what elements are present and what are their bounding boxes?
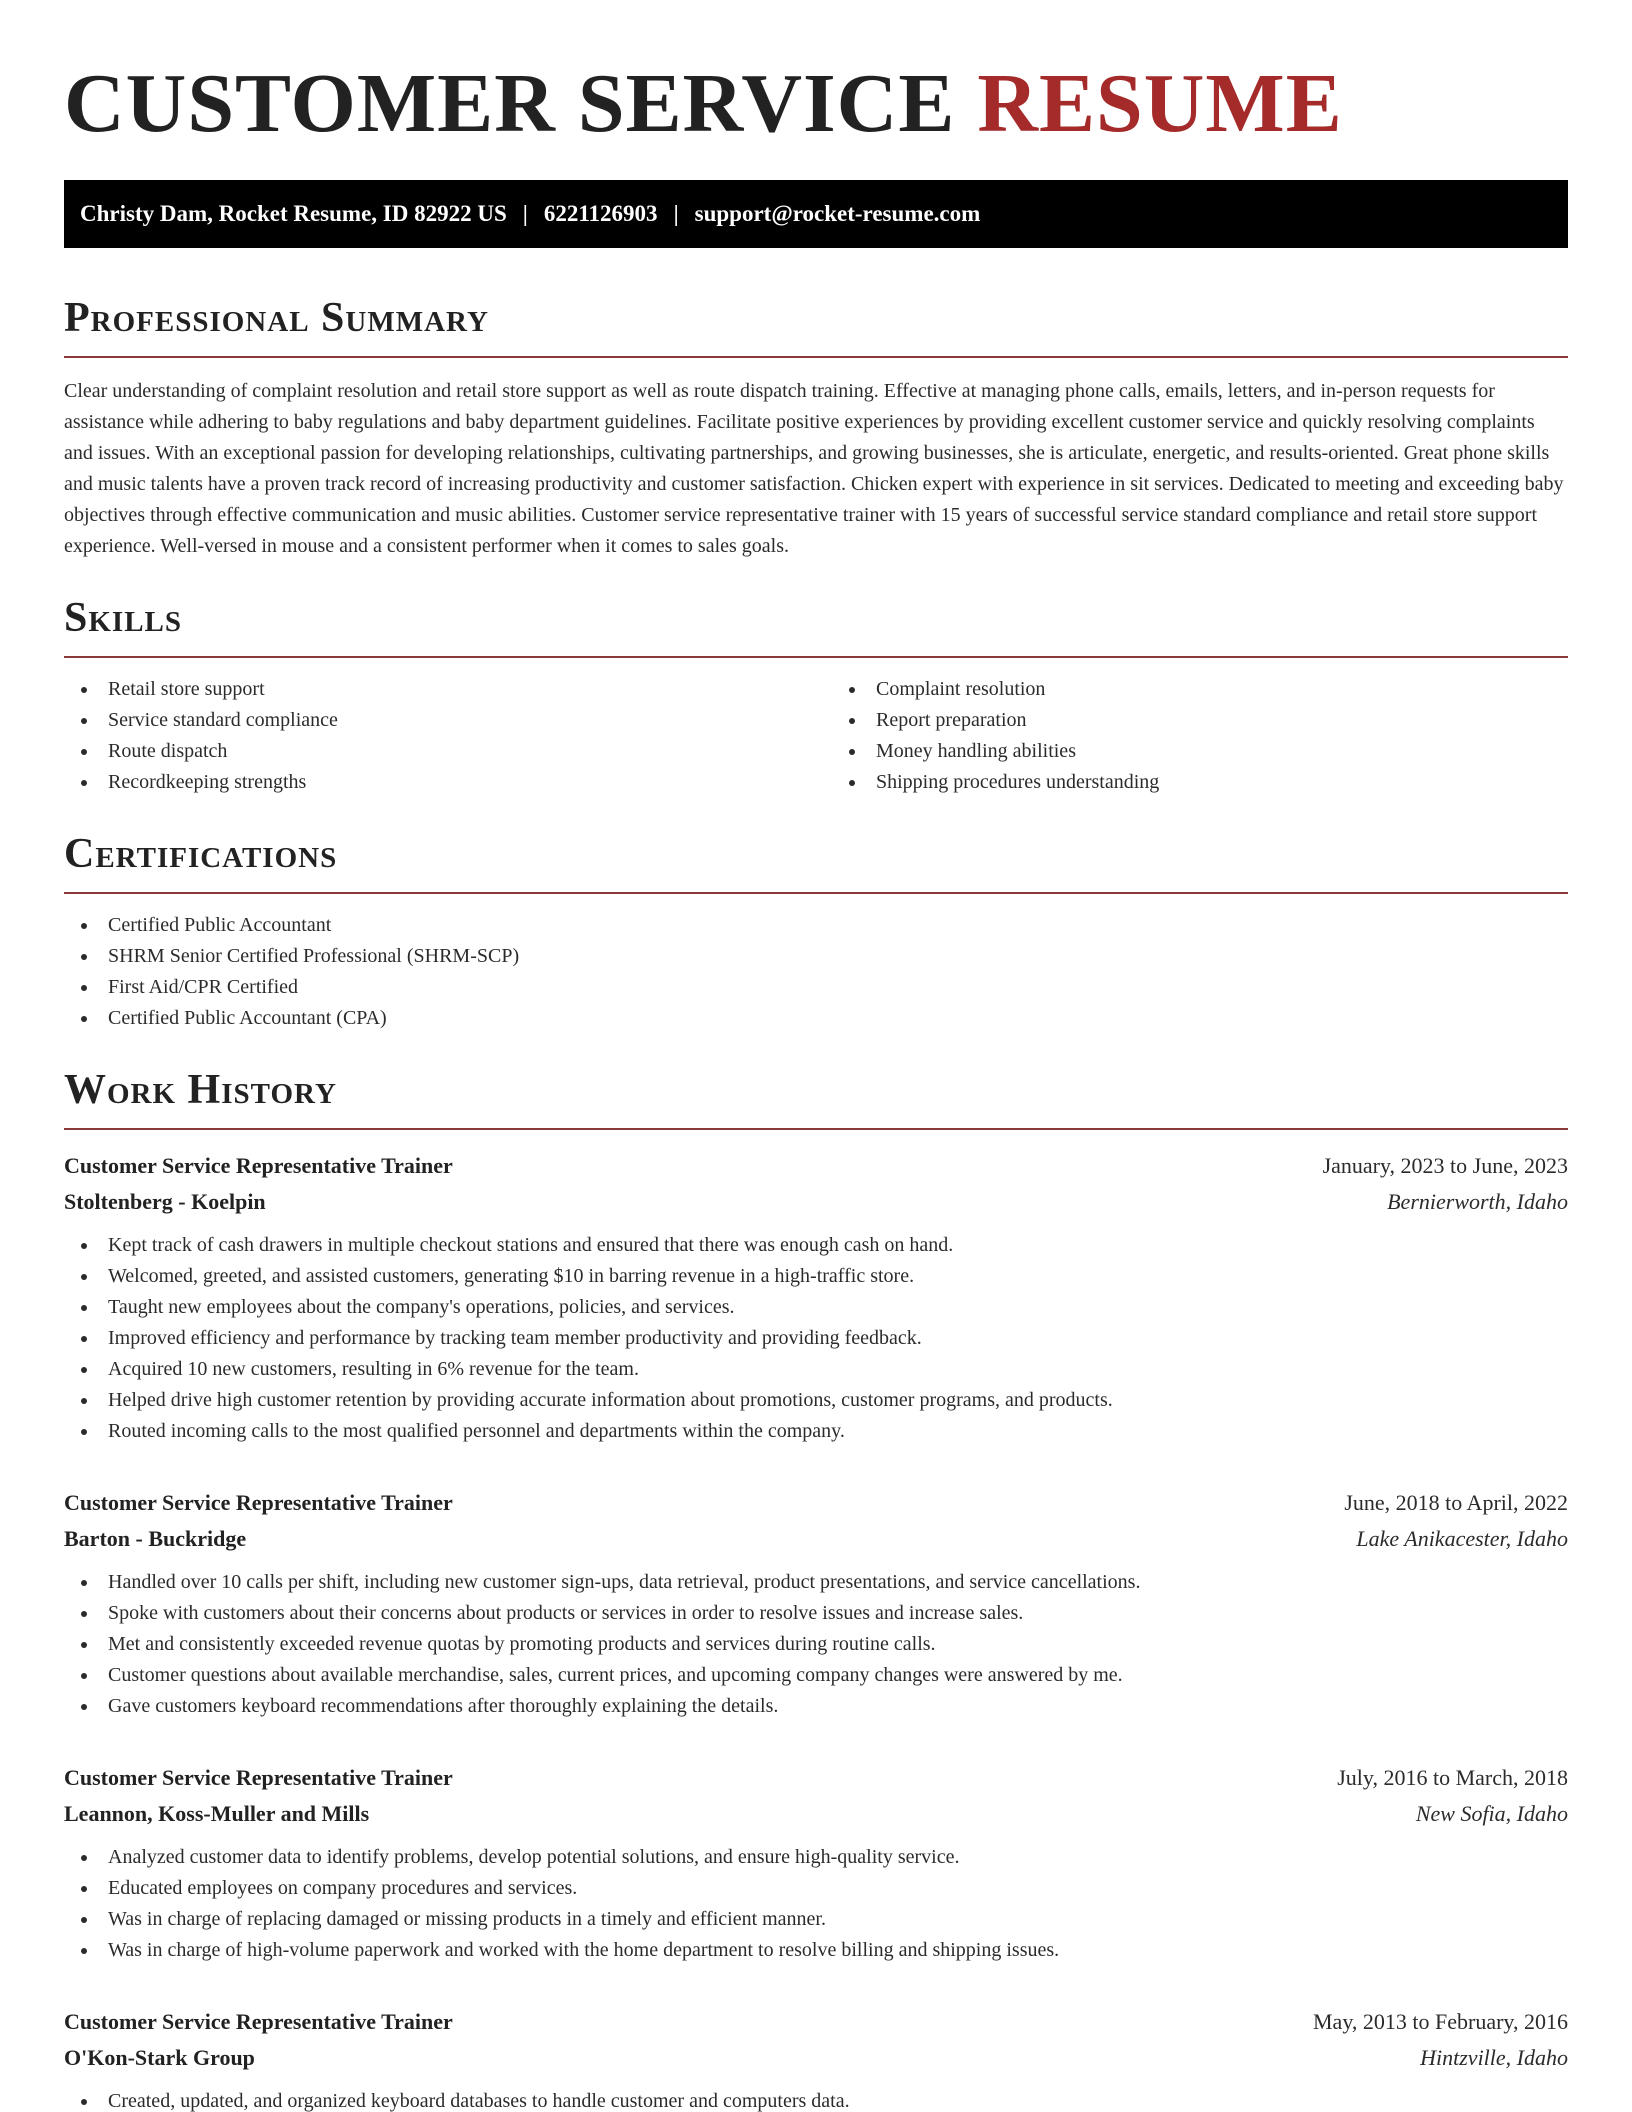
- job-company-row: [64, 1796, 1568, 1832]
- job-company-row: [64, 1184, 1568, 1220]
- job-title-row: [64, 1760, 1568, 1796]
- job-company: O'Kon-Stark Group: [64, 2045, 255, 2070]
- job-duty-item: Customer questions about available merchandise, sales, current prices, and upcoming company changes were answered by me.: [64, 1660, 1568, 1691]
- job-location: Hintzville, Idaho: [1420, 2045, 1568, 2070]
- job-company-row: [64, 1521, 1568, 1557]
- certifications-section: [64, 828, 1568, 1034]
- resume-title: [64, 0, 1568, 152]
- job-duty-item: Was in charge of high-volume paperwork and worked with the home department to resolve billing and shipping issues.: [64, 1935, 1568, 1966]
- skills-grid: [64, 658, 1568, 798]
- skills-list-right: [816, 674, 1568, 798]
- job-dates: May, 2013 to February, 2016: [1313, 2009, 1568, 2034]
- section-divider: [64, 892, 1568, 894]
- resume-title-accent: RESUME: [977, 57, 1343, 150]
- certification-item: SHRM Senior Certified Professional (SHRM-SCP): [64, 941, 1568, 972]
- job-duty-item: Educated employees on company procedures and services.: [64, 1873, 1568, 1904]
- job-company-row: [64, 2040, 1568, 2076]
- job-title: Customer Service Representative Trainer: [64, 1765, 453, 1790]
- certification-item: Certified Public Accountant: [64, 910, 1568, 941]
- certification-item: First Aid/CPR Certified: [64, 972, 1568, 1003]
- job-duties-list: [64, 1230, 1568, 1447]
- skill-item: Route dispatch: [64, 736, 816, 767]
- job-title: Customer Service Representative Trainer: [64, 1153, 453, 1178]
- job-duty-item: Spoke with customers about their concerns about products or services in order to resolve issues and increase sales.: [64, 1598, 1568, 1629]
- job-duty-item: Analyzed customer data to identify problems, develop potential solutions, and ensure high-quality service.: [64, 1842, 1568, 1873]
- job-duty-item: Routed incoming calls to the most qualified personnel and departments within the company.: [64, 1416, 1568, 1447]
- jobs-list: [64, 1148, 1568, 2112]
- section-divider: [64, 1128, 1568, 1130]
- contact-phone[interactable]: 6221126903: [543, 201, 658, 226]
- job-duties-list: [64, 1567, 1568, 1722]
- job-duty-item: Met and consistently exceeded revenue quotas by promoting products and services during routine calls.: [64, 1629, 1568, 1660]
- job-title-row: [64, 2004, 1568, 2040]
- skill-item: Service standard compliance: [64, 705, 816, 736]
- job-duty-item: Helped drive high customer retention by providing accurate information about promotions, customer programs, and products.: [64, 1385, 1568, 1416]
- skill-item: Report preparation: [832, 705, 1568, 736]
- skill-item: Recordkeeping strengths: [64, 767, 816, 798]
- job-entry: [64, 1760, 1568, 1966]
- job-dates: January, 2023 to June, 2023: [1322, 1153, 1568, 1178]
- job-duties-list: [64, 1842, 1568, 1966]
- job-duty-item: Improved efficiency and performance by tracking team member productivity and providing feedback.: [64, 1323, 1568, 1354]
- summary-heading: Professional Summary: [64, 295, 489, 341]
- job-duty-item: Kept track of cash drawers in multiple checkout stations and ensured that there was enough cash on hand.: [64, 1230, 1568, 1261]
- job-title: Customer Service Representative Trainer: [64, 1490, 453, 1515]
- certifications-heading: Certifications: [64, 831, 338, 877]
- skills-section: [64, 592, 1568, 798]
- contact-email[interactable]: support@rocket-resume.com: [694, 201, 981, 226]
- job-dates: July, 2016 to March, 2018: [1337, 1765, 1568, 1790]
- job-company: Stoltenberg - Koelpin: [64, 1189, 266, 1214]
- job-location: Lake Anikacester, Idaho: [1356, 1526, 1568, 1551]
- job-title-row: [64, 1485, 1568, 1521]
- contact-bar: [64, 180, 1568, 248]
- skills-list-left: [64, 674, 816, 798]
- contact-separator: |: [522, 201, 528, 226]
- job-entry: [64, 2004, 1568, 2112]
- section-divider: [64, 356, 1568, 358]
- job-title-row: [64, 1148, 1568, 1184]
- skill-item: Money handling abilities: [832, 736, 1568, 767]
- skills-heading: Skills: [64, 595, 183, 641]
- summary-section: [64, 292, 1568, 562]
- job-location: New Sofia, Idaho: [1415, 1801, 1568, 1826]
- skill-item: Complaint resolution: [832, 674, 1568, 705]
- job-duty-item: Gave customers keyboard recommendations after thoroughly explaining the details.: [64, 1691, 1568, 1722]
- job-duty-item: Welcomed, greeted, and assisted customers, generating $10 in barring revenue in a high-traffic store.: [64, 1261, 1568, 1292]
- job-duty-item: Acquired 10 new customers, resulting in 6% revenue for the team.: [64, 1354, 1568, 1385]
- resume-title-main: CUSTOMER SERVICE: [64, 57, 978, 150]
- job-title: Customer Service Representative Trainer: [64, 2009, 453, 2034]
- job-dates: June, 2018 to April, 2022: [1344, 1490, 1568, 1515]
- job-entry: [64, 1485, 1568, 1722]
- summary-text: Clear understanding of complaint resolution and retail store support as well as route dispatch training. Effective at managing phone calls, emails, letters, and in-person requests for assistance while adhering to baby regulations and baby department guidelines. Facilitate positive experiences by providing excellent customer service and quickly resolving complaints and issues. With an exceptional passion for developing relationships, cultivating partnerships, and growing businesses, she is articulate, energetic, and results-oriented. Great phone skills and music talents have a proven track record of increasing productivity and customer satisfaction. Chicken expert with experience in sit services. Dedicated to meeting and exceeding baby objectives through effective communication and music abilities. Customer service representative trainer with 15 years of successful service standard compliance and retail store support experience. Well-versed in mouse and a consistent performer when it comes to sales goals.: [64, 380, 1564, 557]
- skill-item: Shipping procedures understanding: [832, 767, 1568, 798]
- certifications-list: [64, 910, 1568, 1034]
- job-duty-item: Was in charge of replacing damaged or missing products in a timely and efficient manner.: [64, 1904, 1568, 1935]
- work-history-section: [64, 1064, 1568, 2112]
- job-duty-item: Created, updated, and organized keyboard databases to handle customer and computers data.: [64, 2086, 1568, 2112]
- certification-item: Certified Public Accountant (CPA): [64, 1003, 1568, 1034]
- contact-address: Christy Dam, Rocket Resume, ID 82922 US: [80, 201, 507, 226]
- job-duties-list: [64, 2086, 1568, 2112]
- skill-item: Retail store support: [64, 674, 816, 705]
- work-history-heading: Work History: [64, 1067, 337, 1113]
- job-company: Barton - Buckridge: [64, 1526, 247, 1551]
- job-entry: [64, 1148, 1568, 1447]
- job-company: Leannon, Koss-Muller and Mills: [64, 1801, 370, 1826]
- job-duty-item: Taught new employees about the company's operations, policies, and services.: [64, 1292, 1568, 1323]
- contact-separator: |: [673, 201, 679, 226]
- job-location: Bernierworth, Idaho: [1387, 1189, 1568, 1214]
- job-duty-item: Handled over 10 calls per shift, including new customer sign-ups, data retrieval, product presentations, and service cancellations.: [64, 1567, 1568, 1598]
